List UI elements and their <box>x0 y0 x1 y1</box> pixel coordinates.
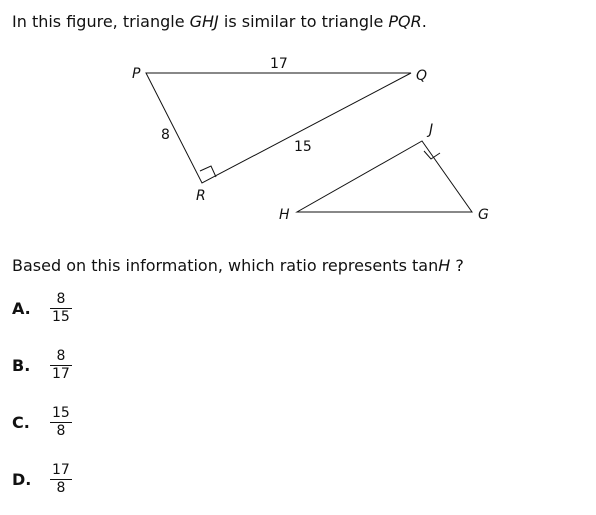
fraction-denominator: 15 <box>52 309 70 325</box>
intro-prefix: In this figure, triangle <box>12 12 190 31</box>
choice-letter: C. <box>12 413 30 432</box>
fraction-denominator: 17 <box>52 366 70 382</box>
question-text <box>12 256 464 275</box>
vertex-j-label: J <box>429 122 434 138</box>
answer-choice-a[interactable] <box>12 292 72 325</box>
vertex-g-label: G <box>478 207 489 223</box>
side-pq-length: 17 <box>270 56 288 72</box>
fraction-numerator: 17 <box>52 462 70 478</box>
triangle-figure <box>0 0 596 240</box>
vertex-q-label: Q <box>416 68 428 84</box>
fraction-numerator: 8 <box>56 291 66 307</box>
triangle-pqr-name: PQR <box>388 12 422 31</box>
fraction-denominator: 8 <box>56 423 66 439</box>
right-angle-marker-r <box>200 166 216 177</box>
fraction-numerator: 15 <box>52 405 70 421</box>
question-variable: H <box>438 256 451 275</box>
side-pr-length: 8 <box>161 127 170 143</box>
choice-fraction <box>50 349 72 382</box>
answer-choice-d[interactable] <box>12 463 72 496</box>
choice-fraction <box>50 406 72 439</box>
triangle-ghj-name: GHJ <box>189 12 219 31</box>
question-suffix: ? <box>450 256 464 275</box>
triangle-ghj <box>297 141 472 212</box>
answer-choice-b[interactable] <box>12 349 72 382</box>
intro-middle: is similar to triangle <box>218 12 389 31</box>
question-prefix: Based on this information, which ratio represents tan <box>12 256 439 275</box>
choice-letter: A. <box>12 299 31 318</box>
triangle-pqr <box>146 73 411 183</box>
intro-suffix: . <box>421 12 427 31</box>
choice-fraction <box>50 292 72 325</box>
answer-choice-c[interactable] <box>12 406 72 439</box>
choice-letter: D. <box>12 470 32 489</box>
vertex-r-label: R <box>196 188 206 204</box>
vertex-h-label: H <box>279 207 290 223</box>
side-rq-length: 15 <box>294 139 312 155</box>
choice-letter: B. <box>12 356 31 375</box>
vertex-p-label: P <box>132 66 141 82</box>
fraction-numerator: 8 <box>56 348 66 364</box>
choice-fraction <box>50 463 72 496</box>
fraction-denominator: 8 <box>56 480 66 496</box>
